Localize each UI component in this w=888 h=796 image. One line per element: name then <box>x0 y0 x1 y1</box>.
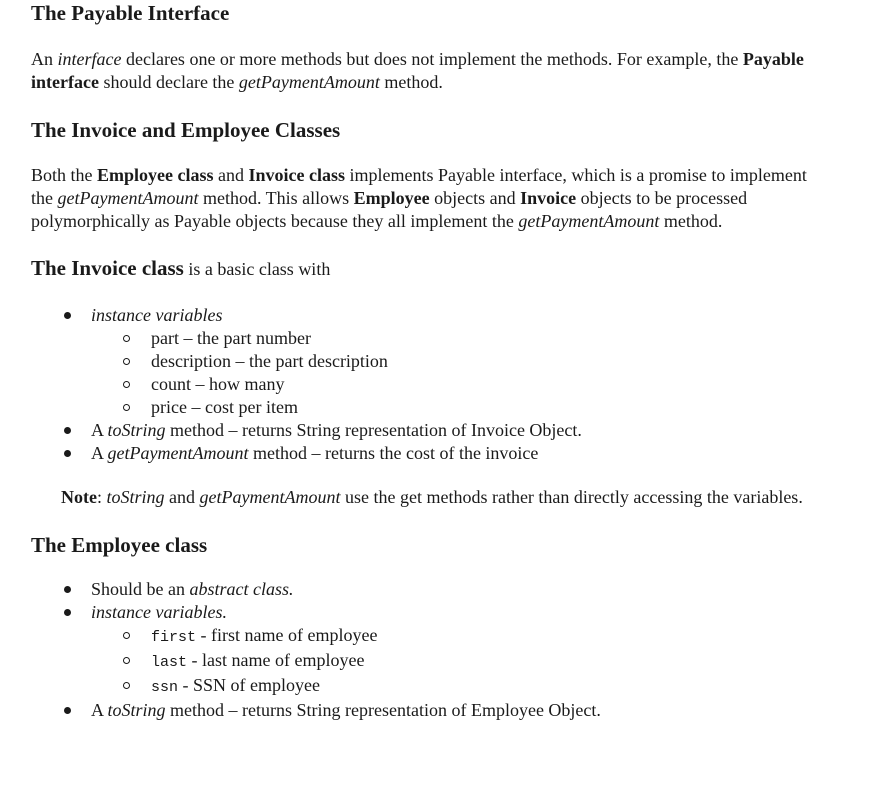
invoice-vars-list <box>91 327 831 419</box>
list-item: instance variables part – the part number description – the part description count – how many price – cost per item <box>61 304 831 419</box>
note-paragraph: Note: toString and getPaymentAmount use the get methods rather than directly accessing the variables. <box>61 487 803 507</box>
employee-bullet-list <box>31 578 831 722</box>
employee-vars-list <box>91 624 831 699</box>
list-item: last - last name of employee <box>121 649 831 674</box>
list-item: count – how many <box>121 373 831 396</box>
list-item: A toString method – returns String representation of Employee Object. <box>61 699 831 722</box>
heading-invoice-employee-classes: The Invoice and Employee Classes <box>31 118 341 142</box>
list-item: price – cost per item <box>121 396 831 419</box>
list-item: ssn - SSN of employee <box>121 674 831 699</box>
list-item: first - first name of employee <box>121 624 831 649</box>
list-item: A getPaymentAmount method – returns the cost of the invoice <box>61 442 831 465</box>
invoice-bullet-list <box>31 304 831 465</box>
paragraph-payable-intro: An interface declares one or more methods but does not implement the methods. For example, the Payable interface should declare the getPaymentAmount method. <box>31 49 804 92</box>
list-item: part – the part number <box>121 327 831 350</box>
heading-employee-class: The Employee class <box>31 533 208 557</box>
list-item: Should be an abstract class. <box>61 578 831 601</box>
paragraph-classes-intro: Both the Employee class and Invoice class implements Payable interface, which is a promise to implement the getPaymentAmount method. This allows Employee objects and Invoice objects to be processed polymorphically as Payable objects because they all implement the getPaymentAmount method. <box>31 165 807 231</box>
list-item: description – the part description <box>121 350 831 373</box>
list-item: instance variables. first - first name of employee last - last name of employee ssn - SSN of employee <box>61 601 831 699</box>
heading-invoice-class: The Invoice class is a basic class with <box>31 256 331 280</box>
heading-payable-interface: The Payable Interface <box>31 1 230 25</box>
list-item: A toString method – returns String representation of Invoice Object. <box>61 419 831 442</box>
